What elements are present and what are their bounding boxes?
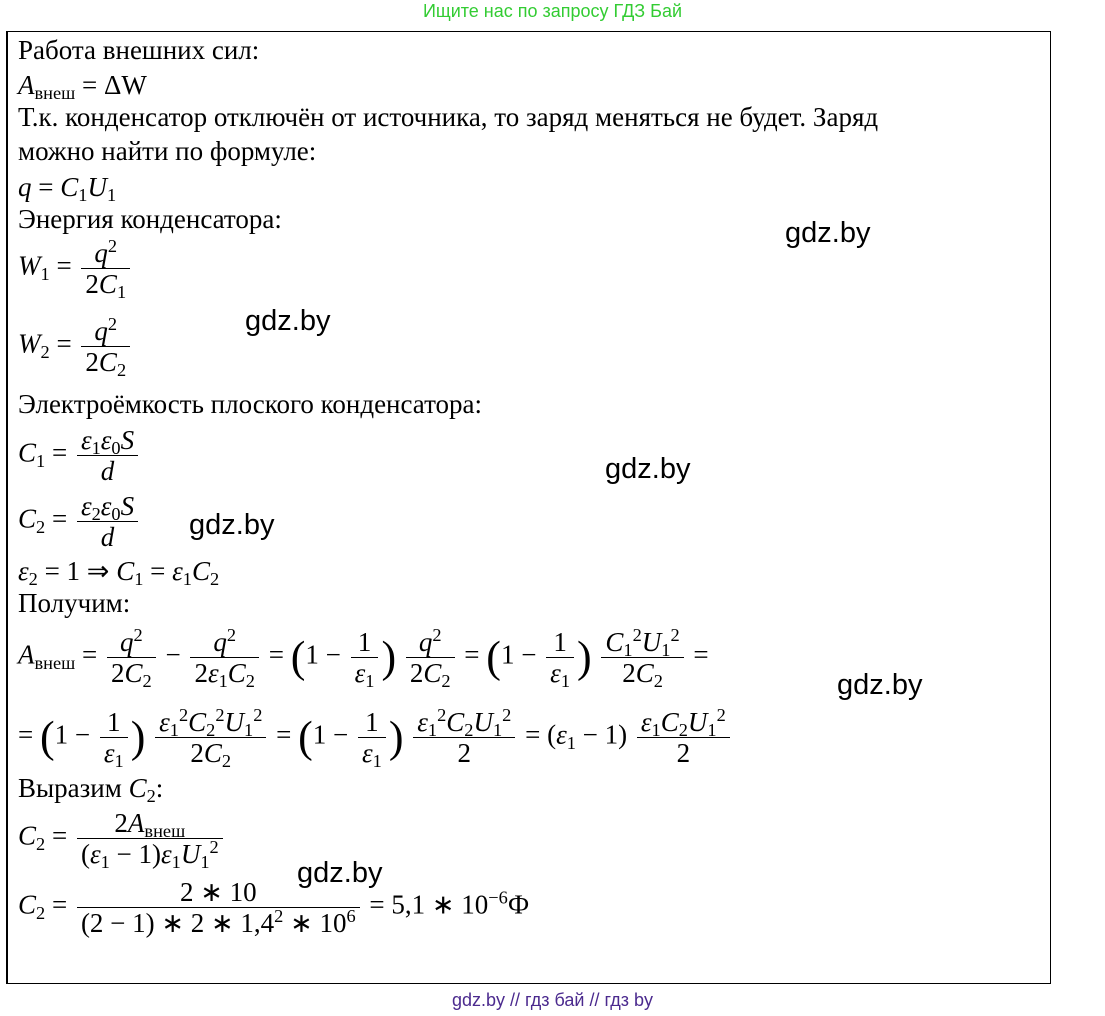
get-label: Получим: bbox=[18, 588, 131, 618]
formula-work-energy: $A_{внеш} = \Delta W$ bbox=[18, 70, 147, 104]
formula-c1: $C_1$ = $\frac{\varepsilon_1\varepsilon_0S}{d}$ bbox=[18, 425, 141, 486]
formula-w1: $W_1$ = $\frac{q^2}{2C_1}$ bbox=[18, 238, 133, 299]
watermark: gdz.by bbox=[837, 669, 923, 701]
formula-work-line-2: = (1 − $\frac{1}{\varepsilon_1}$ ) $\frac{\varepsilon_1^2C_2^2U_1^2}{2C_2}$ = (1 − $\frac{1}{\varepsilon_1}$ ) $\frac{\varepsilon_1^2C_2U_1^2}{2}$ = $(\varepsilon_1 - 1)$ $\frac{\varepsilon_1C_2U_1^2}{2}$ bbox=[18, 707, 733, 768]
watermark: gdz.by bbox=[785, 217, 871, 249]
formula-c2-expressed: $C_2$ = $\frac{2A_{внеш}}{(\varepsilon_1 - 1)\varepsilon_1U_1^2}$ bbox=[18, 808, 226, 869]
footer-links[interactable]: gdz.by // гдз бай // гдз by bbox=[451, 990, 654, 1010]
work-title: Работа внешних сил: bbox=[18, 35, 260, 65]
disconnect-text-1: Т.к. конденсатор отключён от источника, то заряд меняться не будет. Заряд bbox=[18, 102, 879, 132]
formula-eps2: $\varepsilon_2 = 1$ ⇒ $C_1 = \varepsilon_1C_2$ bbox=[18, 556, 220, 590]
watermark: gdz.by bbox=[189, 509, 275, 541]
watermark: gdz.by bbox=[245, 305, 331, 337]
formula-w2: $W_2$ = $\frac{q^2}{2C_2}$ bbox=[18, 316, 133, 377]
express-label: Выразим $C_2$: bbox=[18, 773, 164, 807]
formula-charge: $q = C_1U_1$ bbox=[18, 172, 117, 206]
watermark: gdz.by bbox=[605, 453, 691, 485]
watermark: gdz.by bbox=[297, 857, 383, 889]
capacitance-label: Электроёмкость плоского конденсатора: bbox=[18, 389, 483, 419]
top-banner: Ищите нас по запросу ГДЗ Бай bbox=[422, 1, 683, 21]
formula-work-line-1: $A_{внеш}$ = $\frac{q^2}{2C_2}$ − $\frac{q^2}{2\varepsilon_1C_2}$ = (1 − $\frac{1}{\varepsilon_1}$ ) $\frac{q^2}{2C_2}$ = (1 − $\frac{1}{\varepsilon_1}$ ) $\frac{C_1^2U_1^2}{2C_2}$ = bbox=[18, 624, 709, 692]
formula-c2: $C_2$ = $\frac{\varepsilon_2\varepsilon_0S}{d}$ bbox=[18, 491, 141, 552]
disconnect-text-2: можно найти по формуле: bbox=[18, 136, 317, 166]
energy-label: Энергия конденсатора: bbox=[18, 204, 282, 234]
formula-c2-numeric: $C_2$ = $\frac{2 ∗ 10}{(2 - 1) ∗ 2 ∗ 1,4^2 ∗ 10^6}$ = 5,1 ∗ $10^{-6}Ф$ bbox=[18, 877, 530, 938]
